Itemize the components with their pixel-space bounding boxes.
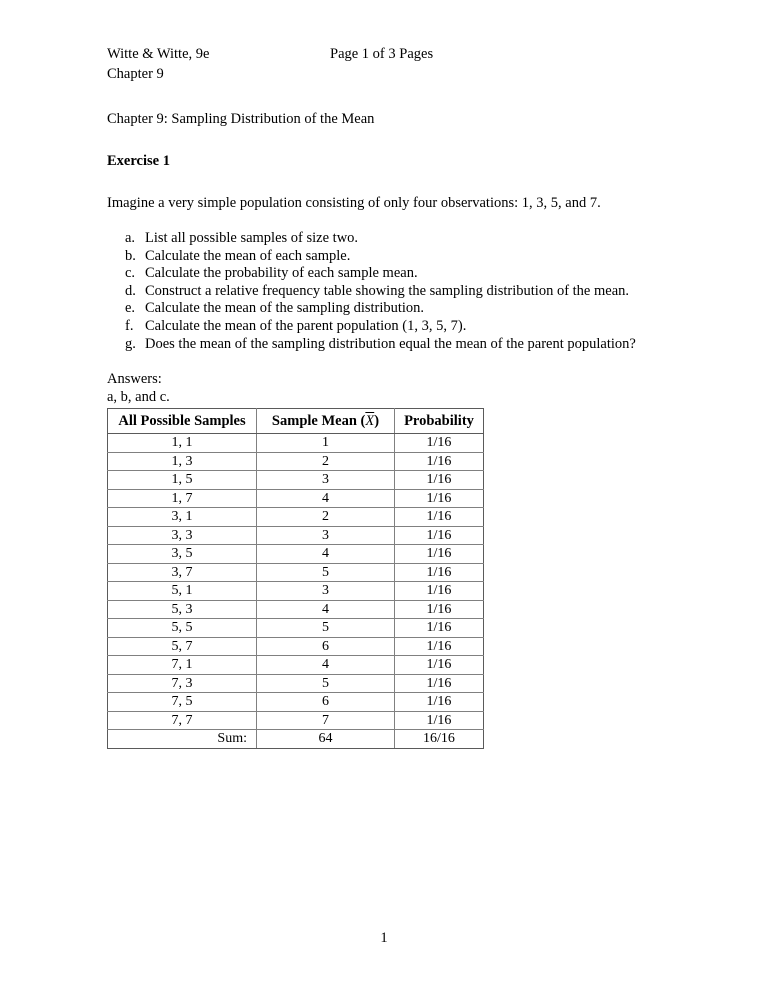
table-row: [108, 600, 484, 619]
table-row: [108, 582, 484, 601]
cell-probability: 1/16: [395, 582, 484, 601]
page-number-footer: 1: [380, 930, 388, 946]
task-list: [107, 230, 667, 353]
cell-mean: 4: [257, 489, 395, 508]
cell-mean: 3: [257, 526, 395, 545]
table-body: [108, 434, 484, 749]
cell-mean: 4: [257, 545, 395, 564]
page-content: [107, 44, 667, 749]
task-item: [107, 230, 667, 248]
task-letter: e.: [125, 300, 136, 317]
table-row: [108, 674, 484, 693]
table-row: [108, 656, 484, 675]
task-letter: f.: [125, 317, 134, 334]
task-item: [107, 265, 667, 283]
cell-mean: 4: [257, 600, 395, 619]
table-row: [108, 526, 484, 545]
table-row: [108, 508, 484, 527]
cell-sample: 3, 7: [108, 563, 257, 582]
cell-mean: 7: [257, 711, 395, 730]
answers-label: Answers:: [107, 371, 162, 388]
cell-sample: 3, 3: [108, 526, 257, 545]
cell-sample: 1, 7: [108, 489, 257, 508]
column-header-all-possible-samples: All Possible Samples: [108, 409, 257, 434]
cell-sample: 7, 1: [108, 656, 257, 675]
task-text: List all possible samples of size two.: [145, 230, 359, 246]
cell-sum-label: Sum:: [108, 730, 257, 749]
task-letter: b.: [125, 247, 136, 264]
table-row: [108, 471, 484, 490]
cell-mean: 3: [257, 471, 395, 490]
sampling-distribution-table: [107, 408, 484, 749]
cell-sample: 1, 5: [108, 471, 257, 490]
table-row: [108, 452, 484, 471]
cell-sample: 7, 7: [108, 711, 257, 730]
cell-sample: 7, 5: [108, 693, 257, 712]
task-item: [107, 300, 667, 318]
table-header-row: [108, 409, 484, 434]
cell-sum-mean: 64: [257, 730, 395, 749]
cell-mean: 5: [257, 619, 395, 638]
table-row: [108, 489, 484, 508]
running-head: [107, 44, 667, 84]
cell-probability: 1/16: [395, 508, 484, 527]
column-header-probability: Probability: [395, 409, 484, 434]
column-header-sample-mean-prefix: Sample Mean (: [271, 413, 366, 430]
running-head-left-line-2: Chapter 9: [107, 66, 164, 82]
cell-probability: 1/16: [395, 489, 484, 508]
running-head-right-line-1: Page 1 of 3 Pages: [330, 46, 434, 62]
cell-sample: 1, 3: [108, 452, 257, 471]
cell-mean: 4: [257, 656, 395, 675]
task-text: Calculate the mean of the parent population (1, 3, 5, 7).: [145, 317, 467, 334]
cell-sample: 5, 3: [108, 600, 257, 619]
cell-mean: 6: [257, 693, 395, 712]
cell-mean: 5: [257, 563, 395, 582]
task-letter: g.: [125, 335, 136, 352]
table-row: [108, 637, 484, 656]
cell-probability: 1/16: [395, 545, 484, 564]
cell-mean: 2: [257, 452, 395, 471]
answers-block: [107, 371, 667, 406]
task-text: Construct a relative frequency table showing the sampling distribution of the mean.: [145, 282, 630, 299]
task-item: [107, 283, 667, 301]
cell-sum-probability: 16/16: [395, 730, 484, 749]
cell-probability: 1/16: [395, 563, 484, 582]
cell-probability: 1/16: [395, 600, 484, 619]
cell-sample: 7, 3: [108, 674, 257, 693]
running-head-left-line-1: Witte & Witte, 9e: [107, 46, 210, 62]
chapter-title: Chapter 9: Sampling Distribution of the Mean: [107, 111, 375, 127]
cell-probability: 1/16: [395, 656, 484, 675]
answers-parts: a, b, and c.: [107, 388, 170, 405]
cell-probability: 1/16: [395, 711, 484, 730]
x-bar-symbol: $\overline{X}$: [365, 413, 375, 430]
cell-probability: 1/16: [395, 637, 484, 656]
cell-probability: 1/16: [395, 693, 484, 712]
table-row: [108, 619, 484, 638]
cell-mean: 2: [257, 508, 395, 527]
cell-probability: 1/16: [395, 471, 484, 490]
column-header-sample-mean-suffix: ): [374, 413, 380, 430]
exercise-heading: Exercise 1: [107, 153, 170, 169]
task-letter: c.: [125, 265, 136, 282]
cell-probability: 1/16: [395, 619, 484, 638]
cell-probability: 1/16: [395, 526, 484, 545]
cell-sample: 3, 1: [108, 508, 257, 527]
table-row: [108, 711, 484, 730]
cell-probability: 1/16: [395, 674, 484, 693]
task-item: [107, 318, 667, 336]
cell-sample: 5, 1: [108, 582, 257, 601]
cell-sample: 5, 5: [108, 619, 257, 638]
cell-mean: 1: [257, 434, 395, 453]
task-text: Does the mean of the sampling distribution equal the mean of the parent population?: [145, 335, 636, 352]
cell-mean: 3: [257, 582, 395, 601]
task-text: Calculate the mean of the sampling distribution.: [145, 300, 425, 317]
cell-sample: 3, 5: [108, 545, 257, 564]
cell-probability: 1/16: [395, 434, 484, 453]
table-row: [108, 434, 484, 453]
cell-mean: 6: [257, 637, 395, 656]
column-header-sample-mean: [257, 409, 395, 434]
table-row: [108, 563, 484, 582]
table-sum-row: [108, 730, 484, 749]
task-item: [107, 248, 667, 266]
table-head: [108, 409, 484, 434]
table-row: [108, 545, 484, 564]
cell-sample: 1, 1: [108, 434, 257, 453]
task-text: Calculate the probability of each sample mean.: [145, 265, 418, 282]
cell-mean: 5: [257, 674, 395, 693]
task-item: [107, 336, 667, 354]
task-letter: d.: [125, 282, 136, 299]
intro-paragraph: Imagine a very simple population consisting of only four observations: 1, 3, 5, and 7.: [107, 195, 601, 211]
task-letter: a.: [125, 230, 136, 246]
cell-sample: 5, 7: [108, 637, 257, 656]
table-row: [108, 693, 484, 712]
cell-probability: 1/16: [395, 452, 484, 471]
task-text: Calculate the mean of each sample.: [145, 247, 351, 264]
